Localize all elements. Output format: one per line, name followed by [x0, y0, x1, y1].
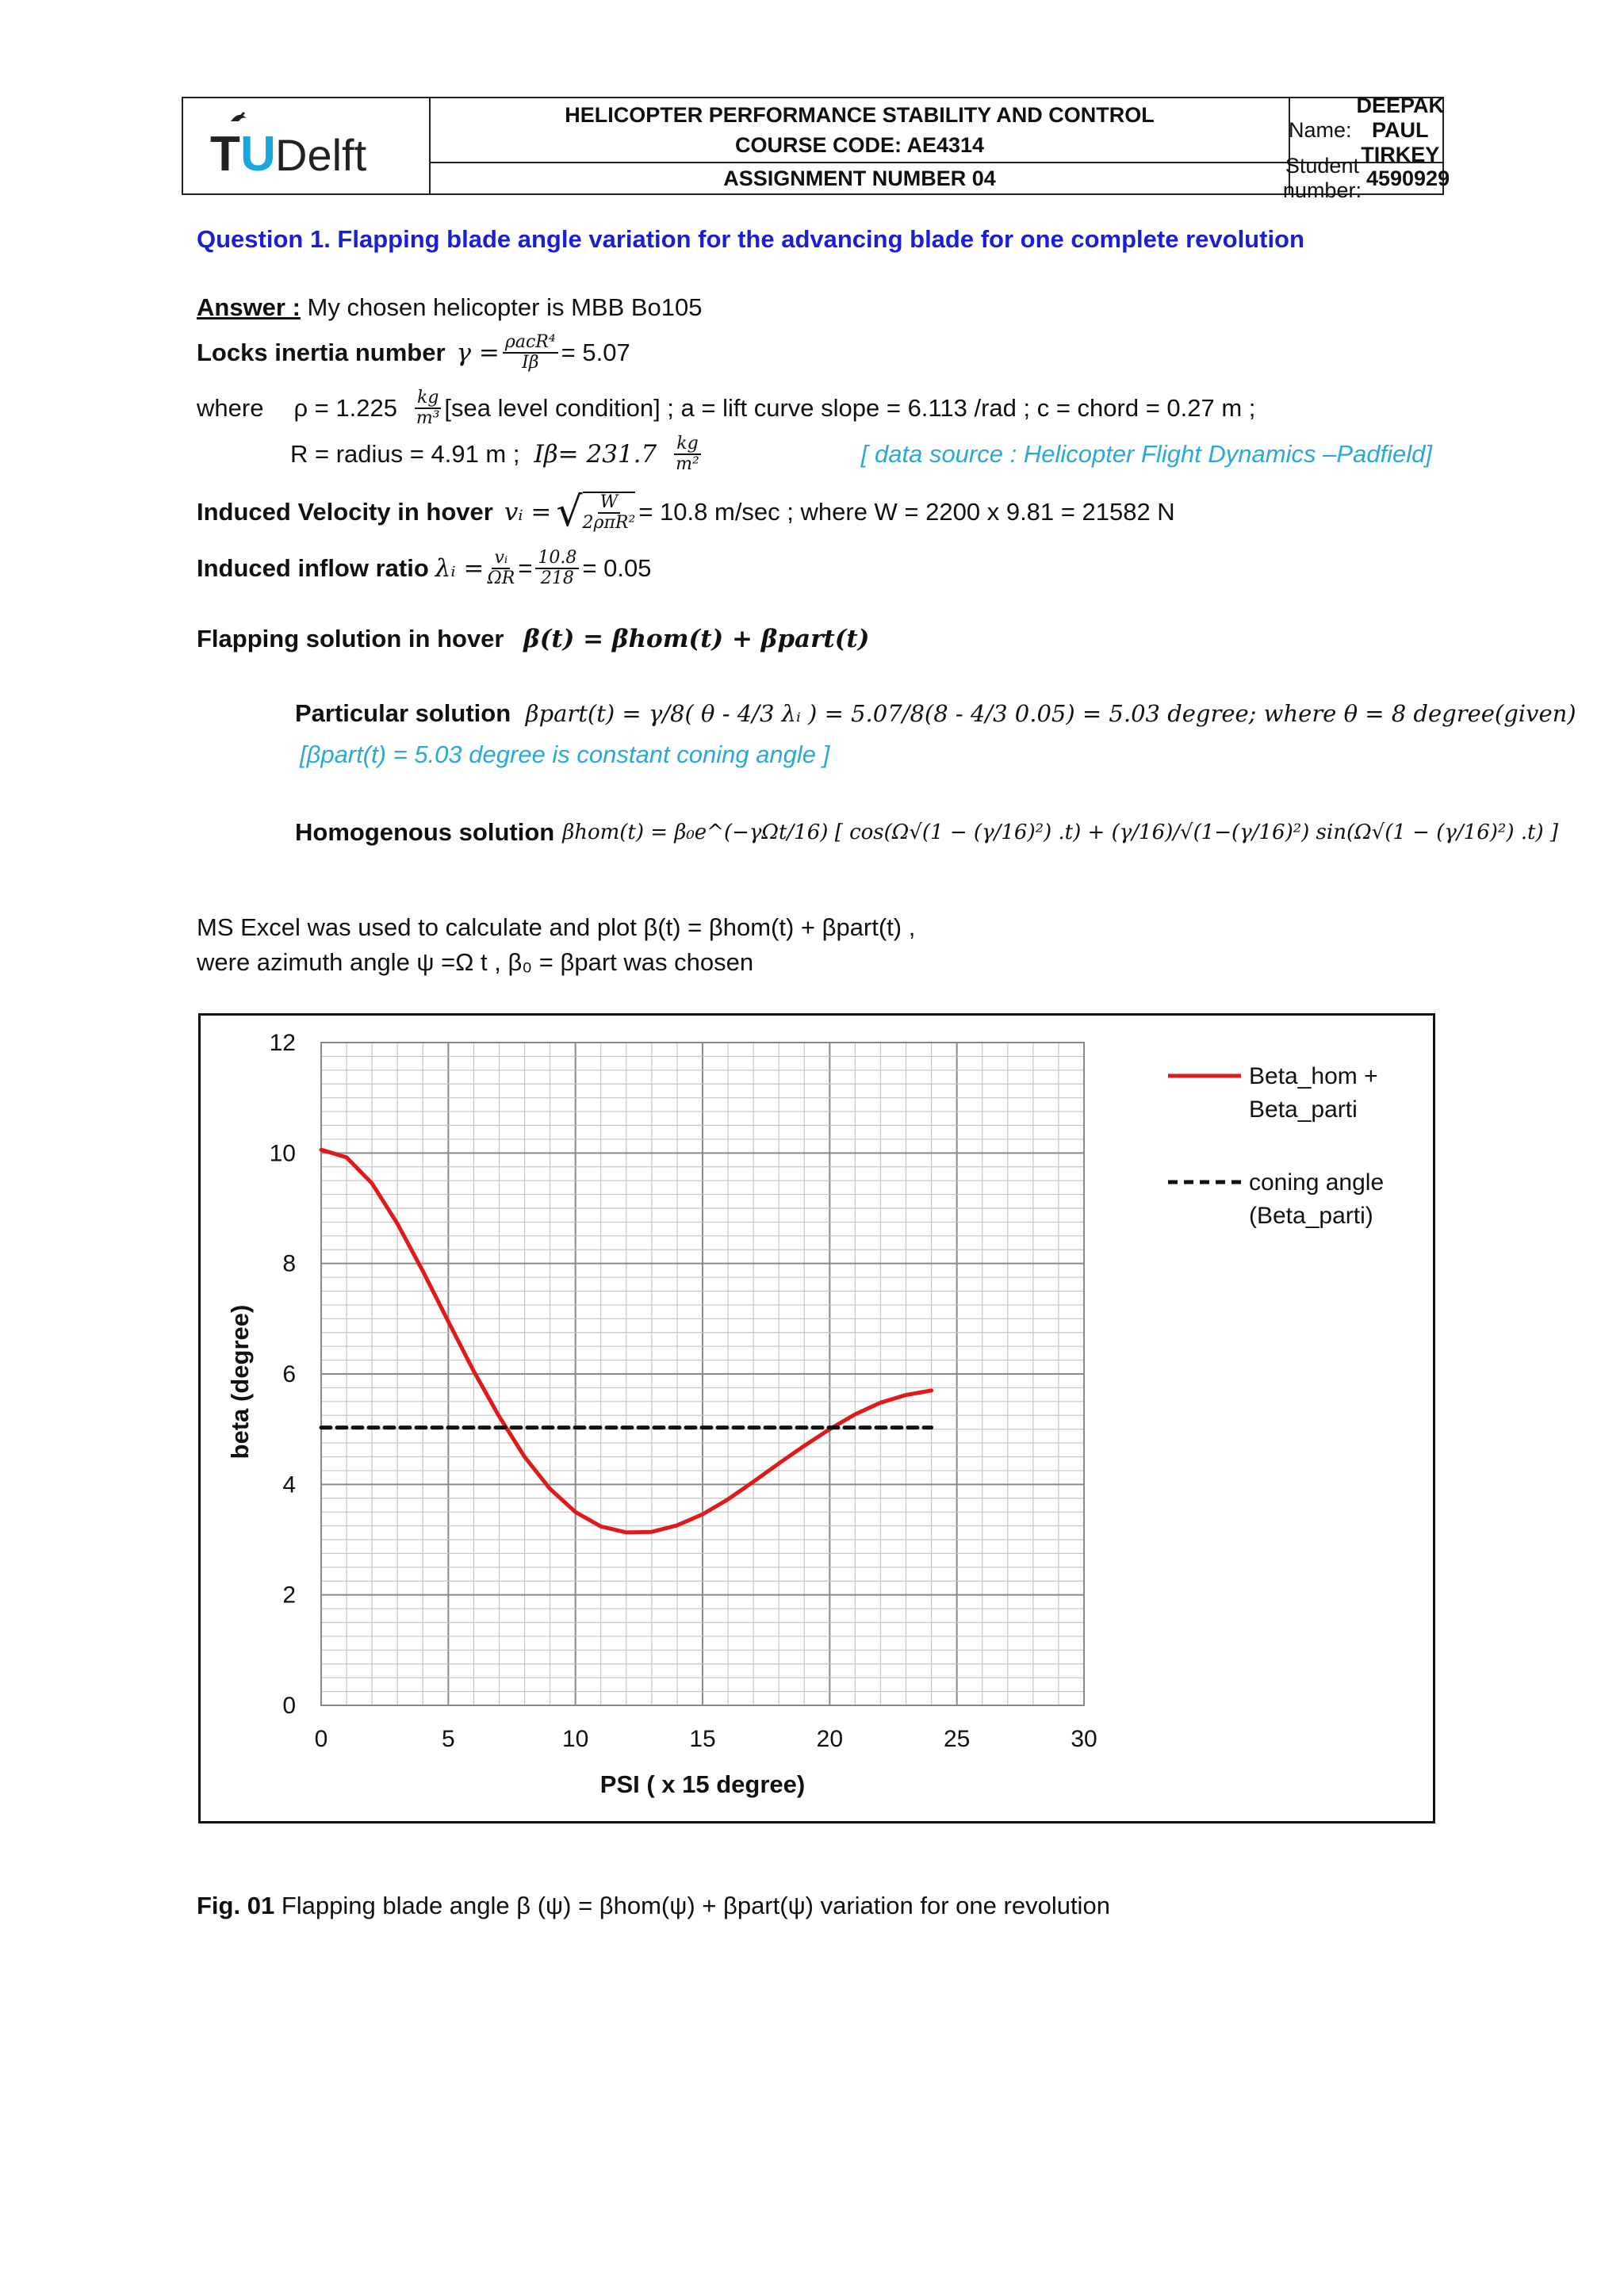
- lambda-num2: 10.8: [535, 549, 579, 569]
- legend-label: (Beta_parti): [1249, 1203, 1373, 1229]
- lambda-value: = 0.05: [582, 554, 652, 582]
- flapping-chart: [201, 1016, 1433, 1821]
- figure-caption: [197, 1892, 1110, 1920]
- legend-label: Beta_hom +: [1249, 1063, 1378, 1089]
- lambda-label: Induced inflow ratio: [197, 554, 429, 582]
- excel-note-1: MS Excel was used to calculate and plot β(t) = βhom(t) + βpart(t) ,: [197, 913, 916, 941]
- course-title-cell: [431, 98, 1290, 163]
- svg-text:U: U: [240, 127, 276, 182]
- svg-text:T: T: [210, 127, 240, 182]
- y-tick-label: 4: [282, 1471, 296, 1498]
- ib-text: Iβ= 231.7: [534, 440, 657, 469]
- question-heading: Question 1. Flapping blade angle variation for the advancing blade for one complete revolution: [197, 225, 1304, 253]
- excel-note-2: were azimuth angle ψ =Ω t , β₀ = βpart was chosen: [197, 948, 754, 976]
- homogenous-label: Homogenous solution: [295, 818, 555, 846]
- y-axis-label: beta (degree): [226, 1304, 254, 1460]
- locks-label: Locks inertia number: [197, 339, 446, 366]
- y-tick-label: 12: [269, 1030, 296, 1056]
- figure-caption-label: Fig. 01: [197, 1892, 275, 1919]
- where-label: where: [197, 394, 264, 422]
- particular-label: Particular solution: [295, 699, 511, 727]
- gamma-value: = 5.07: [561, 339, 630, 366]
- vi-num: W: [598, 493, 621, 514]
- rho-text: ρ = 1.225: [293, 394, 397, 422]
- legend-label: coning angle: [1249, 1169, 1385, 1196]
- ib-unit-den: m²: [676, 454, 699, 474]
- legend-label: Beta_parti: [1249, 1096, 1358, 1123]
- name-label: Name:: [1288, 117, 1352, 142]
- rho-unit-den: m³: [416, 408, 440, 428]
- answer-line: [197, 293, 703, 322]
- y-tick-label: 6: [282, 1361, 296, 1387]
- x-tick-label: 10: [561, 1726, 589, 1752]
- student-number-cell: [1282, 154, 1450, 202]
- where-rest: [sea level condition] ; a = lift curve slope = 6.113 /rad ; c = chord = 0.27 m ;: [444, 394, 1256, 422]
- chart-frame: [198, 1013, 1435, 1823]
- answer-text: My chosen helicopter is MBB Bo105: [300, 293, 703, 321]
- y-tick-label: 10: [269, 1140, 296, 1167]
- lambda-fraction-1: [488, 549, 515, 588]
- ib-unit: [674, 434, 700, 474]
- tudelft-logo: [183, 98, 431, 193]
- y-tick-label: 2: [282, 1582, 296, 1609]
- gamma-symbol: γ =: [456, 339, 500, 367]
- header-table: [182, 93, 1450, 202]
- x-tick-label: 0: [314, 1726, 328, 1752]
- student-value: 4590929: [1365, 166, 1450, 190]
- gamma-fraction: [503, 333, 558, 373]
- flapping-label: Flapping solution in hover: [197, 625, 504, 652]
- gamma-num: ρacR⁴: [503, 333, 558, 354]
- flapping-line: [197, 625, 869, 653]
- x-tick-label: 5: [441, 1726, 455, 1752]
- radius-text: R = radius = 4.91 m ;: [290, 440, 520, 468]
- student-label: Student number:: [1282, 154, 1362, 202]
- locks-number-line: [197, 325, 630, 381]
- y-tick-label: 0: [282, 1693, 296, 1719]
- flapping-formula: β(t) = βhom(t) + βpart(t): [523, 625, 870, 653]
- tudelft-logo-icon: [207, 110, 405, 182]
- lambda-fraction-2: [535, 549, 579, 588]
- x-axis-label: PSI ( x 15 degree): [599, 1770, 806, 1798]
- induced-velocity-line: [197, 482, 1175, 542]
- rho-unit-num: kg: [415, 388, 441, 409]
- homogenous-solution-line: [295, 793, 1558, 872]
- particular-note: [βpart(t) = 5.03 degree is constant coning angle ]: [300, 740, 830, 768]
- ib-unit-num: kg: [674, 434, 700, 455]
- assignment-number: ASSIGNMENT NUMBER 04: [431, 163, 1290, 193]
- course-title: HELICOPTER PERFORMANCE STABILITY AND CONTROL: [565, 103, 1155, 127]
- x-tick-label: 30: [1071, 1726, 1097, 1752]
- particular-solution-line: [295, 699, 1576, 728]
- x-tick-label: 20: [816, 1726, 844, 1752]
- lambda-num1: vᵢ: [492, 549, 510, 569]
- vi-fraction: [583, 492, 636, 533]
- homogenous-formula: βhom(t) = β₀e^(−γΩt/16) [ cos(Ω√(1 − (γ/16)²) .t) + (γ/16)/√(1−(γ/16)²) sin(Ω√(1 − (γ/16)²) .t) ]: [562, 821, 1558, 844]
- gamma-den: Iβ: [522, 353, 539, 373]
- lambda-symbol: λᵢ =: [435, 554, 485, 583]
- course-code: COURSE CODE: AE4314: [734, 133, 985, 157]
- logo-text: Delft: [275, 130, 367, 180]
- y-tick-label: 8: [282, 1250, 296, 1277]
- x-tick-label: 25: [943, 1726, 971, 1752]
- data-source-note: [ data source : Helicopter Flight Dynamics –Padfield]: [860, 440, 1432, 468]
- vi-value: = 10.8 m/sec ; where W = 2200 x 9.81 = 21582 N: [638, 498, 1175, 526]
- name-value: DEEPAK PAUL TIRKEY: [1356, 93, 1445, 166]
- lambda-den2: 218: [540, 568, 574, 588]
- figure-caption-text: Flapping blade angle β (ψ) = βhom(ψ) + βpart(ψ) variation for one revolution: [274, 1892, 1110, 1919]
- vi-label: Induced Velocity in hover: [197, 498, 493, 526]
- lambda-den1: ΩR: [487, 568, 515, 588]
- answer-label: Answer :: [197, 293, 301, 321]
- radius-line: [290, 430, 1432, 479]
- where-line: [197, 384, 1255, 433]
- rho-unit: [415, 388, 441, 428]
- inflow-ratio-line: Induced inflow ratio λᵢ = $\frac{\text{vᵢ}}{\Omega R}$ = $\frac{10.8}{218}$ = 0.05: [197, 548, 652, 588]
- sqrt-icon: √: [556, 488, 583, 536]
- x-tick-label: 15: [689, 1726, 716, 1752]
- vi-den: 2ρπR²: [582, 513, 636, 533]
- particular-formula: βpart(t) = γ/8( θ - 4/3 λᵢ ) = 5.07/8(8 - 4/3 0.05) = 5.03 degree; where θ = 8 degree(given): [525, 700, 1576, 727]
- vi-symbol: vᵢ =: [504, 498, 552, 526]
